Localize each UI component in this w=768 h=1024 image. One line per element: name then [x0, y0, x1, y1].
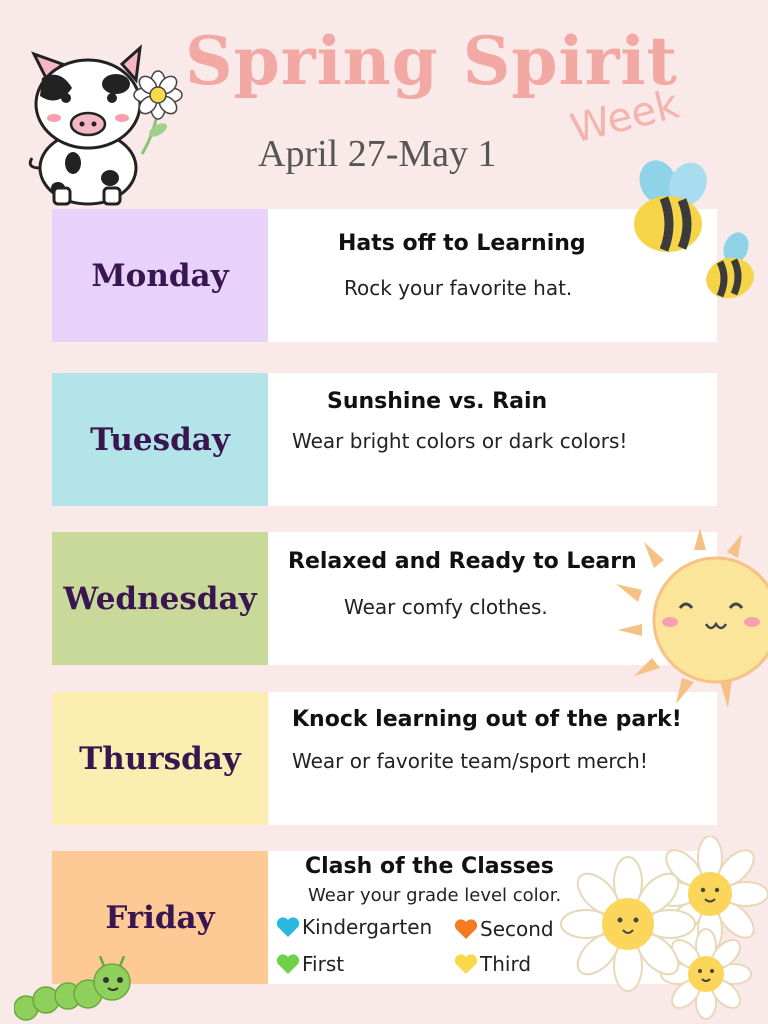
grade-third	[454, 952, 531, 976]
day-description: Wear or favorite team/sport merch!	[292, 749, 648, 773]
grade-label: First	[302, 952, 345, 976]
date-range: April 27-May 1	[258, 133, 497, 175]
grade-second	[454, 917, 554, 941]
day-name: Thursday	[79, 740, 241, 777]
caterpillar-icon	[14, 956, 138, 1024]
day-name: Wednesday	[63, 580, 257, 617]
day-row-monday	[52, 209, 717, 342]
bee-icon	[702, 230, 764, 302]
heart-icon	[276, 916, 300, 938]
day-description: Wear bright colors or dark colors!	[292, 429, 628, 453]
grade-label: Second	[480, 917, 554, 941]
day-row-tuesday	[52, 373, 717, 506]
day-name: Tuesday	[90, 421, 230, 458]
grade-label: Kindergarten	[302, 915, 433, 939]
day-name: Monday	[91, 257, 229, 294]
day-theme: Hats off to Learning	[338, 231, 586, 256]
heart-icon	[276, 953, 300, 975]
flower-icon	[128, 70, 190, 156]
day-label-box	[52, 532, 268, 665]
day-description: Rock your favorite hat.	[344, 276, 573, 300]
day-description: Wear comfy clothes.	[344, 595, 548, 619]
page-subtitle: Week	[566, 81, 684, 153]
heart-icon	[454, 953, 478, 975]
day-theme: Relaxed and Ready to Learn	[288, 549, 637, 574]
grade-first	[276, 952, 344, 976]
daisy-icon	[560, 836, 768, 1024]
day-label-box	[52, 209, 268, 342]
page-title: Spring Spirit	[185, 22, 678, 100]
sun-icon	[612, 528, 768, 712]
day-label-box	[52, 373, 268, 506]
day-theme: Clash of the Classes	[305, 854, 554, 879]
day-theme: Knock learning out of the park!	[292, 707, 682, 732]
day-description: Wear your grade level color.	[308, 885, 562, 906]
day-label-box	[52, 692, 268, 825]
day-theme: Sunshine vs. Rain	[327, 389, 548, 414]
day-name: Friday	[105, 899, 215, 936]
grade-kindergarten	[276, 915, 432, 939]
grade-label: Third	[480, 952, 532, 976]
heart-icon	[454, 918, 478, 940]
